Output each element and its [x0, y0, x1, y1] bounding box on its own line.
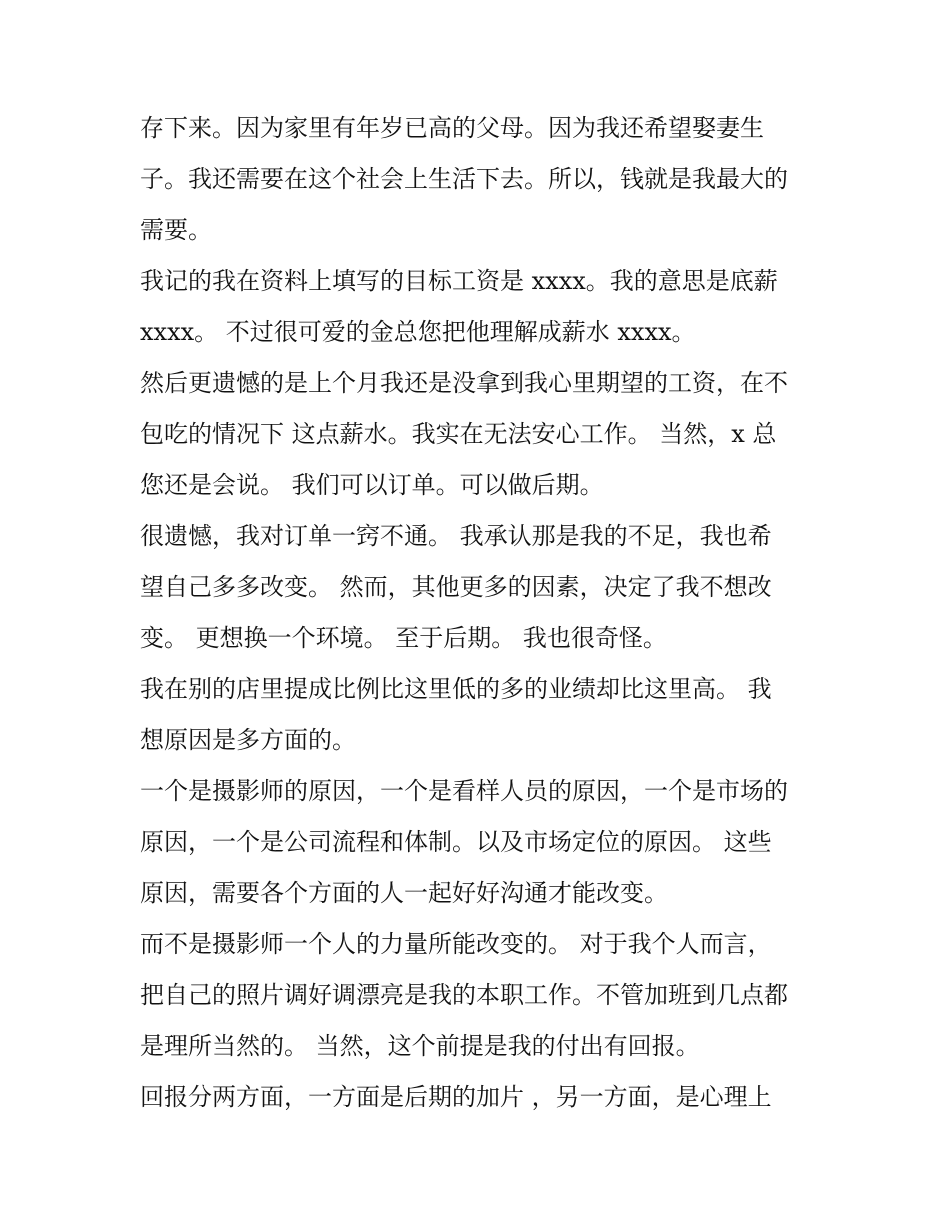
paragraph [140, 664, 820, 766]
document-body [140, 103, 820, 1123]
text-line: 需要。 [140, 216, 212, 244]
text-line: 子。我还需要在这个社会上生活下去。所以，钱就是我最大的 [140, 165, 788, 193]
paragraph [140, 358, 820, 511]
text-line: 一个是摄影师的原因，一个是看样人员的原因，一个是市场的 [140, 777, 788, 805]
text-line: 然后更遗憾的是上个月我还是没拿到我心里期望的工资，在不 [140, 369, 788, 397]
text-line: 是理所当然的。 当然，这个前提是我的付出有回报。 [140, 1032, 700, 1060]
text-line: 而不是摄影师一个人的力量所能改变的。 对于我个人而言， [140, 930, 772, 958]
text-line: 您还是会说。 我们可以订单。可以做后期。 [140, 471, 604, 499]
text-line: 我在别的店里提成比例比这里低的多的业绩却比这里高。 我 [140, 675, 772, 703]
paragraph [140, 1072, 820, 1123]
text-line: 我记的我在资料上填写的目标工资是 xxxx。我的意思是底薪 [140, 267, 778, 295]
text-line: 望自己多多改变。 然而，其他更多的因素，决定了我不想改 [140, 573, 772, 601]
text-line: xxxx。 不过很可爱的金总您把他理解成薪水 xxxx。 [140, 318, 696, 346]
text-line: 变。 更想换一个环境。 至于后期。 我也很奇怪。 [140, 624, 667, 652]
text-line: 很遗憾，我对订单一窍不通。 我承认那是我的不足，我也希 [140, 522, 772, 550]
paragraph [140, 511, 820, 664]
text-line: 包吃的情况下 这点薪水。我实在无法安心工作。 当然，x 总 [140, 420, 777, 448]
text-line: 想原因是多方面的。 [140, 726, 356, 754]
text-line: 原因，一个是公司流程和体制。以及市场定位的原因。 这些 [140, 828, 772, 856]
paragraph [140, 766, 820, 919]
text-line: 存下来。因为家里有年岁已高的父母。因为我还希望娶妻生 [140, 114, 764, 142]
text-line: 原因，需要各个方面的人一起好好沟通才能改变。 [140, 879, 668, 907]
paragraph [140, 919, 820, 1072]
paragraph [140, 103, 820, 256]
text-line: 把自己的照片调好调漂亮是我的本职工作。不管加班到几点都 [140, 981, 788, 1009]
paragraph [140, 256, 820, 358]
text-line: 回报分两方面，一方面是后期的加片 ，另一方面，是心理上 [140, 1083, 772, 1111]
